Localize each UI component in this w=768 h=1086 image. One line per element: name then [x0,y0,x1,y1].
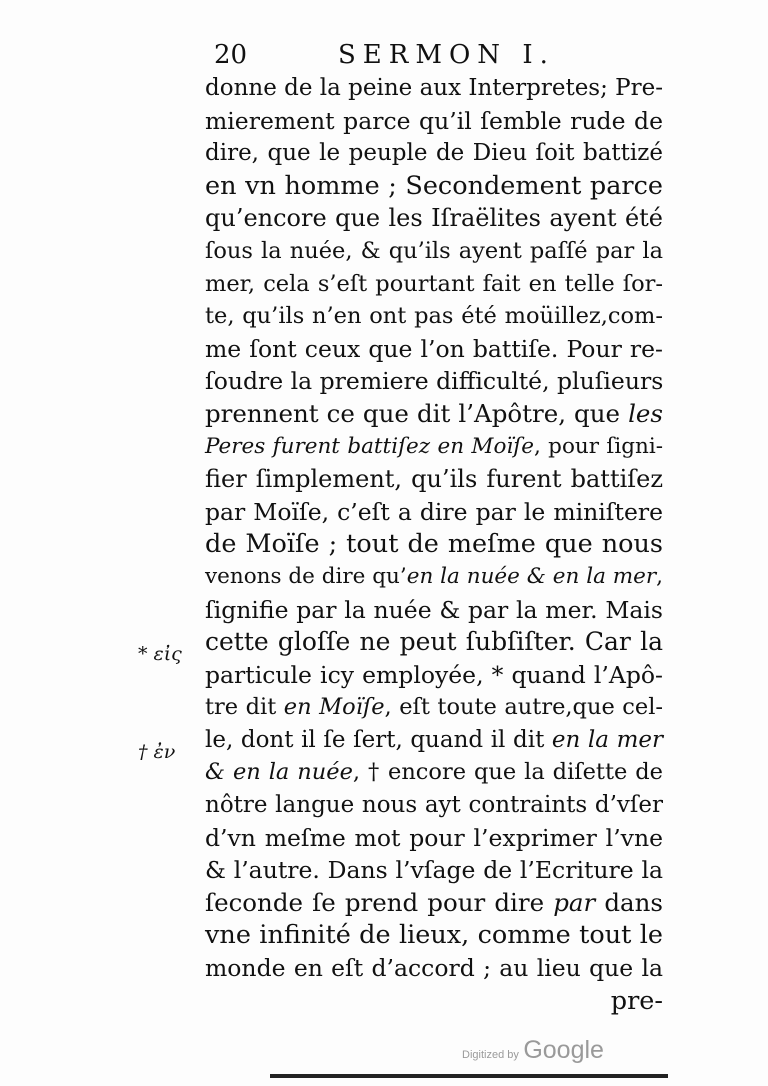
text-segment: ſignifie par la nuée & par la mer. Mais [205,595,663,624]
text-segment: prennent ce que dit l’Apôtre, que [205,398,629,428]
text-line [205,854,663,887]
text-line [205,691,663,724]
text-line [205,72,663,105]
text-line [205,170,663,203]
text-segment: cette gloſſe ne peut ſubſiſter. Car la [205,627,663,657]
text-line [205,952,663,985]
italic-text-segment: en la nuée & en la mer [406,563,657,589]
text-line [205,756,663,789]
text-segment: par Moïſe, c’eſt a dire par le miniſtere [205,497,663,526]
text-segment: dire, que le peuple de Dieu ſoit battizé [205,140,663,167]
text-segment: , [656,563,663,589]
text-line [205,496,663,529]
text-segment: de Moïſe ; tout de meſme que nous [205,529,663,560]
body-text [205,72,663,1017]
digitized-by-label: Digitized by [462,1049,519,1061]
text-line [205,626,663,659]
text-segment: me ſont ceux que l’on battiſe. Pour re- [205,334,663,363]
text-line [205,789,663,822]
text-segment: , † encore que la diſette de [352,759,663,786]
text-line [205,724,663,757]
text-line [205,431,663,464]
text-segment: nôtre langue nous ayt contraints d’vſer [205,792,663,819]
text-line [205,528,663,561]
italic-text-segment: & en la nuée [205,759,353,786]
margin-note-greek-en: † ἐν [138,741,176,763]
text-line [205,235,663,268]
text-line [205,822,663,855]
text-line [205,137,663,170]
text-segment: mer, cela s’eſt pourtant fait en telle ſor- [205,270,663,297]
running-header [208,34,668,70]
italic-text-segment: les [628,398,663,428]
running-title: SERMON I. [338,40,555,70]
italic-text-segment: Peres furent battiſez en Moïſe [205,433,534,459]
text-segment: venons de dire qu’ [205,563,407,589]
text-segment: particule icy employée, * quand l’Apô- [205,660,663,689]
text-line [205,561,663,594]
bottom-rule [270,1074,668,1078]
text-line [205,659,663,692]
italic-text-segment: en Moïſe [283,694,385,721]
text-line [205,333,663,366]
text-segment: & l’autre. Dans l’vſage de l’Ecriture la [205,856,663,885]
text-segment: donne de la peine aux Interpretes; Pre- [205,75,664,101]
catchword: pre- [610,985,663,1016]
text-segment: monde en eſt d’accord ; au lieu que la [205,954,663,983]
text-segment: ſeconde ſe prend pour dire [205,887,554,917]
text-segment: , pour ſigni- [533,433,663,459]
text-line [205,594,663,627]
text-segment: tre dit [205,694,284,721]
text-segment: qu’encore que les Iſraëlites ayent été [205,204,663,233]
text-line [205,300,663,333]
text-line [205,463,663,496]
text-segment: ſous la nuée, & qu’ils ayent paſſé par la [205,237,663,264]
text-segment: te, qu’ils n’en ont pas été moüillez,com- [205,303,663,330]
text-line [205,398,663,431]
margin-note-greek-eis: * εἰς [138,643,182,665]
text-segment: d’vn meſme mot pour l’exprimer l’vne [205,823,663,852]
italic-text-segment: en la mer [551,726,663,753]
text-segment: le, dont il ſe ſert, quand il dit [205,726,552,753]
google-wordmark: Google [523,1036,604,1064]
text-segment: vne infinité de lieux, comme tout le [205,920,663,951]
text-line [205,887,663,920]
text-line [205,365,663,398]
text-line [205,105,663,138]
text-segment: , eſt toute autre,que cel- [384,694,663,721]
text-segment: ſoudre la premiere difficulté, pluſieurs [205,367,664,396]
page-number: 20 [214,40,248,70]
text-line [205,202,663,235]
text-line [205,919,663,952]
text-segment: en vn homme ; Secondement parce [205,170,663,201]
digitized-by-google-watermark [462,1036,604,1065]
text-segment: fier ſimplement, qu’ils furent battiſez [205,465,663,494]
text-line [205,268,663,301]
text-segment: mierement parce qu’il ſemble rude de [205,106,663,135]
italic-text-segment: par [553,887,596,917]
text-segment: dans [595,887,663,917]
